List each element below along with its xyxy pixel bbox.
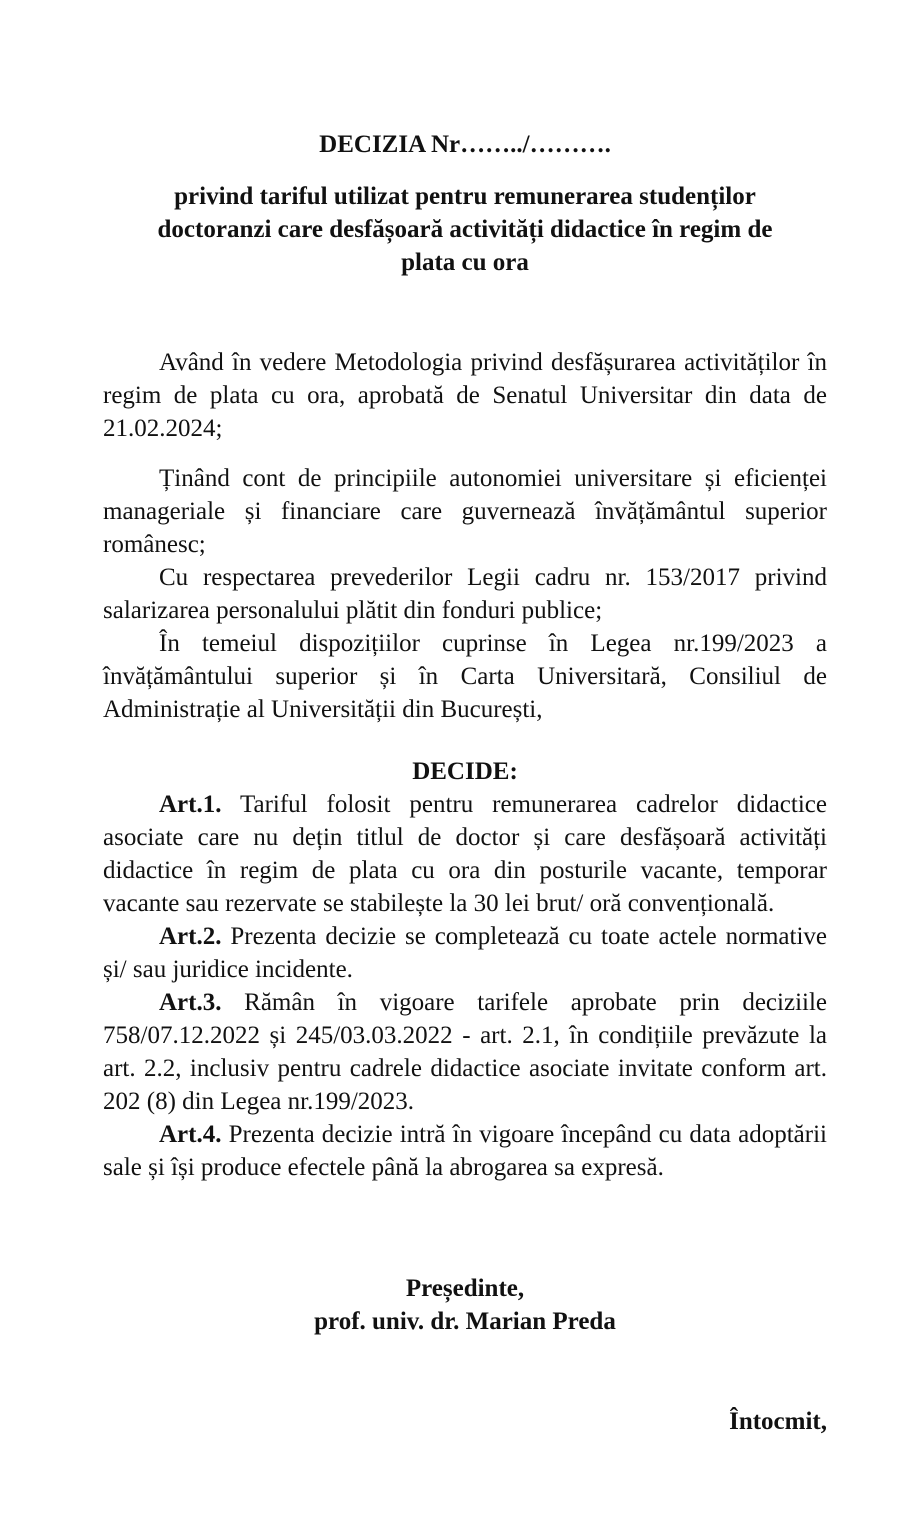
preamble-paragraph: În temeiul dispozițiilor cuprinse în Legea nr.199/2023 a învățământului superior și în Carta Universitară, Consiliul de Administrație al Universității din București, [103, 630, 827, 723]
article-text: Rămân în vigoare tarifele aprobate prin deciziile 758/07.12.2022 și 245/03.03.2022 - art. 2.1, în condițiile prevăzute la art. 2.2, inclusiv pentru cadrele didactice asociate invitate conform art. 202 (8) din Legea nr.199/2023. [103, 989, 828, 1115]
prepared-by-label: Întocmit, [729, 1408, 827, 1435]
article-text: Prezenta decizie intră în vigoare începând cu data adoptării sale și își produce efectele până la abrogarea sa expresă. [103, 1121, 827, 1181]
subtitle-line: doctoranzi care desfășoară activități didactice în regim de [157, 216, 773, 243]
decision-title: DECIZIA Nr……../………. [319, 131, 611, 158]
preamble-paragraph: Ținând cont de principiile autonomiei universitare și eficienței manageriale și financiare care guvernează învățământul superior românesc; [103, 465, 827, 558]
subtitle-line: plata cu ora [401, 249, 529, 276]
decide-heading: DECIDE: [412, 758, 518, 785]
preamble-paragraph: Cu respectarea prevederilor Legii cadru nr. 153/2017 privind salarizarea personalului plătit din fonduri publice; [103, 564, 827, 624]
article-label: Art.4. [159, 1121, 222, 1148]
article [103, 920, 827, 986]
article-text: Prezenta decizie se completează cu toate actele normative și/ sau juridice incidente. [103, 923, 827, 983]
signature-role: Președinte, [405, 1275, 525, 1302]
article-label: Art.1. [159, 791, 222, 818]
subtitle-line: privind tariful utilizat pentru remunerarea studenților [174, 183, 756, 210]
article-text: Tariful folosit pentru remunerarea cadrelor didactice asociate care nu dețin titlul de doctor și care desfășoară activități didactice în regim de plata cu ora din posturile vacante, temporar vacante sau rezervate se stabilește la 30 lei brut/ oră convențională. [103, 791, 827, 917]
preamble-paragraph: Având în vedere Metodologia privind desfășurarea activităților în regim de plata cu ora, aprobată de Senatul Universitar din data de 21.02.2024; [103, 349, 827, 442]
decision-subtitle [103, 180, 827, 279]
articles-list [103, 788, 827, 1184]
article-label: Art.3. [159, 989, 222, 1016]
signature-block [103, 1272, 827, 1338]
preamble [103, 346, 827, 726]
article [103, 1118, 827, 1184]
article [103, 788, 827, 920]
article [103, 986, 827, 1118]
article-label: Art.2. [159, 923, 222, 950]
signature-name: prof. univ. dr. Marian Preda [314, 1308, 616, 1335]
